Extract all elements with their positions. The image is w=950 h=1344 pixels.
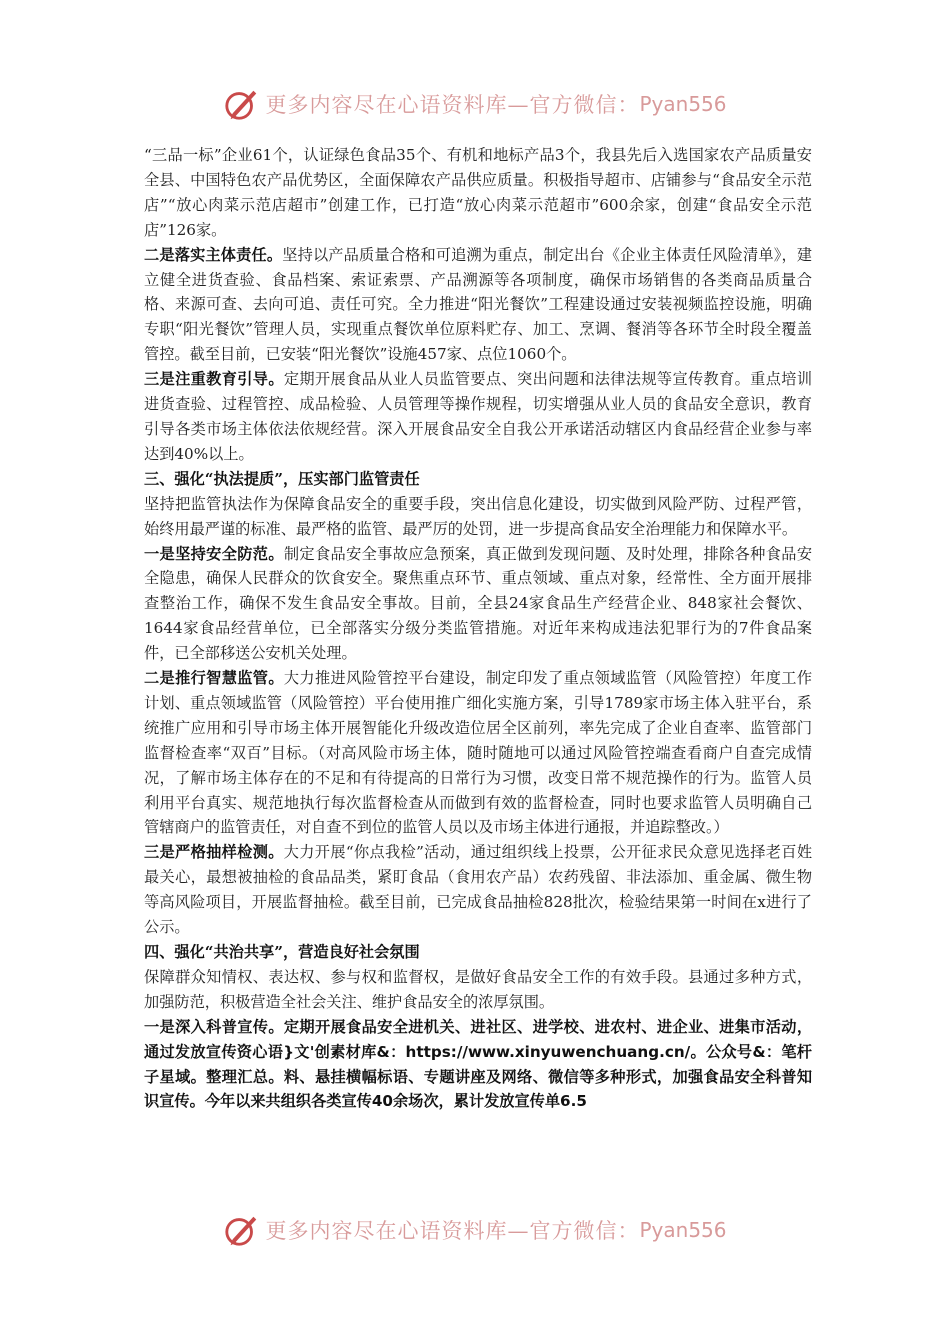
paragraph-text: 大力推进风险管控平台建设，制定印发了重点领域监管（风险管控）年度工作计划、重点领域监管（风险管控）平台使用推广细化实施方案，引导1789家市场主体入驻平台，系统推广应用和引导市场主体开展智能化升级改造位居全区前列，率先完成了企业自查率、监管部门监督检查率“双百”目标。（对高风险市场主体，随时随地可以通过风险管控端查看商户自查完成情况，了解市场主体存在的不足和有待提高的日常行为习惯，改变日常不规范操作的行为。监管人员利用平台真实、规范地执行每次监督检查从而做到有效的监督检查，同时也要求监管人员明确自己管辖商户的监管责任，对自查不到位的监管人员以及市场主体进行通报，并追踪整改。） xyxy=(144,669,813,837)
banner-wechat-id: Pyan556 xyxy=(639,92,727,116)
footer-watermark-banner xyxy=(0,1210,950,1250)
paragraph-lead: 三是注重教育引导。 xyxy=(144,370,284,389)
banner-text: 更多内容尽在心语资料库—官方微信： xyxy=(265,1219,640,1243)
body-paragraph xyxy=(144,367,812,467)
paragraph-text: 定期开展食品从业人员监管要点、突出问题和法律法规等宣传教育。重点培训进货查验、过程管控、成品检验、人员管理等操作规程，切实增强从业人员的食品安全意识，教育引导各类市场主体依法依规经营。深入开展食品安全自我公开承诺活动辖区内食品经营企业参与率达到40%以上。 xyxy=(144,370,813,463)
section-heading: 四、强化“共治共享”，营造良好社会氛围 xyxy=(144,943,420,961)
banner-text: 更多内容尽在心语资料库—官方微信： xyxy=(265,93,640,117)
paragraph-lead: 二是落实主体责任。 xyxy=(144,245,283,264)
paragraph-text: 坚持以产品质量合格和可追溯为重点，制定出台《企业主体责任风险清单》，建立健全进货查验、食品档案、索证索票、产品溯源等各项制度，确保市场销售的各类商品质量合格、来源可查、去向可追、责任可究。全力推进“阳光餐饮”工程建设通过安装视频监控设施，明确专职“阳光餐饮”管理人员，实现重点餐饮单位原料贮存、加工、烹调、餐消等各环节全时段全覆盖管控。截至目前，已安装“阳光餐饮”设施457家、点位1060个。 xyxy=(144,245,813,364)
body-paragraph xyxy=(144,840,812,940)
pen-logo-icon xyxy=(223,1211,261,1249)
paragraph-lead: 二是推行智慧监管。 xyxy=(144,669,284,688)
header-watermark-banner xyxy=(0,84,950,124)
bold-paragraph: 一是深入科普宣传。定期开展食品安全进机关、进社区、进学校、进农村、进企业、进集市活动，通过发放宣传资心语}文'创素材库&：https://www.xinyuwenchuang.cn/。公众号&：笔杆子星域。整理汇总。料、悬挂横幅标语、专题讲座及网络、微信等多种形式，加强食品安全科普知识宣传。今年以来共组织各类宣传40余场次，累计发放宣传单6.5 xyxy=(144,1017,812,1111)
paragraph-text: “三品一标”企业61个，认证绿色食品35个、有机和地标产品3个，我县先后入选国家农产品质量安全县、中国特色农产品优势区，全面保障农产品供应质量。积极指导超市、店铺参与“食品安全示范店”“放心肉菜示范店超市”创建工作，已打造“放心肉菜示范超市”600余家，创建“食品安全示范店”126家。 xyxy=(144,146,812,239)
paragraph-lead: 一是坚持安全防范。 xyxy=(144,544,284,563)
paragraph-text: 坚持把监管执法作为保障食品安全的重要手段，突出信息化建设，切实做到风险严防、过程严管，始终用最严谨的标准、最严格的监管、最严厉的处罚，进一步提高食品安全治理能力和保障水平。 xyxy=(144,494,812,538)
paragraph-lead: 三是严格抽样检测。 xyxy=(144,843,284,862)
body-paragraph xyxy=(144,666,812,840)
body-paragraph xyxy=(144,542,812,667)
body-paragraph xyxy=(144,965,812,1015)
paragraph-text: 制定食品安全事故应急预案，真正做到发现问题、及时处理，排除各种食品安全隐患，确保人民群众的饮食安全。聚焦重点环节、重点领域、重点对象，经常性、全方面开展排查整治工作，确保不发生食品安全事故。目前，全县24家食品生产经营企业、848家社会餐饮、1644家食品经营单位，已全部落实分级分类监管措施。对近年来构成违法犯罪行为的7件食品案件，已全部移送公安机关处理。 xyxy=(144,544,813,663)
section-heading: 三、强化“执法提质”，压实部门监管责任 xyxy=(144,469,420,488)
document-body xyxy=(144,143,812,1114)
body-paragraph xyxy=(144,243,812,368)
paragraph-text: 保障群众知情权、表达权、参与权和监督权，是做好食品安全工作的有效手段。县通过多种方式，加强防范，积极营造全社会关注、维护食品安全的浓厚氛围。 xyxy=(144,967,812,1011)
body-paragraph xyxy=(144,492,812,542)
body-paragraph xyxy=(144,143,812,243)
pen-logo-icon xyxy=(223,85,261,123)
paragraph-text: 大力开展“你点我检”活动，通过组织线上投票，公开征求民众意见选择老百姓最关心，最想被抽检的食品品类，紧盯食品（食用农产品）农药残留、非法添加、重金属、微生物等高风险项目，开展监督抽检。截至目前，已完成食品抽检828批次，检验结果第一时间在x进行了公示。 xyxy=(144,843,813,937)
banner-wechat-id: Pyan556 xyxy=(639,1218,727,1242)
